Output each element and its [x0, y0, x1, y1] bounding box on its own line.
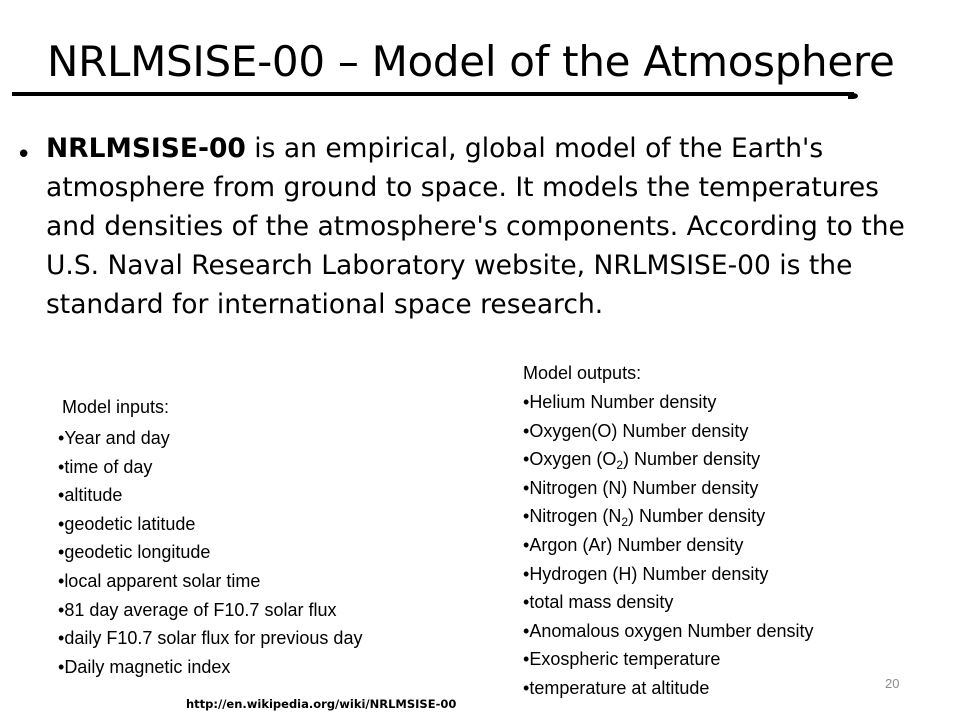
output-text: Oxygen(O) Number density: [529, 420, 749, 441]
model-output-item: [523, 474, 813, 503]
model-input-item: • altitude: [58, 481, 362, 510]
output-subscript: 2: [616, 458, 624, 473]
model-output-item: [523, 560, 813, 589]
model-output-item: [523, 388, 813, 417]
output-text: Nitrogen (N: [529, 506, 622, 527]
slide-title: NRLMSISE-00 – Model of the Atmosphere: [47, 37, 895, 86]
model-inputs-list: [58, 424, 362, 681]
model-name-bold: NRLMSISE-00: [46, 133, 246, 164]
model-description: is an empirical, global model of the Earth's atmosphere from ground to space. It models the temperatures and densities of the atmosphere's components. According to the U.S. Naval Research Laboratory website, NRLMSISE-00 is the standard for international space research.: [46, 133, 905, 320]
output-subscript: 2: [621, 515, 629, 530]
output-text: Anomalous oxygen Number density: [529, 620, 814, 641]
model-output-item: [523, 531, 813, 560]
output-text: total mass density: [529, 592, 674, 613]
model-input-item: • daily F10.7 solar flux for previous day: [58, 624, 362, 653]
model-output-item: [523, 445, 813, 474]
title-underline: [12, 92, 854, 96]
output-text: Oxygen (O: [529, 449, 617, 470]
model-outputs-list: [523, 388, 813, 703]
output-text: Hydrogen (H) Number density: [529, 563, 769, 584]
output-text-suffix: ) Number density: [623, 449, 761, 470]
model-input-item: • geodetic latitude: [58, 510, 362, 539]
model-output-item: [523, 674, 813, 703]
model-input-item: • local apparent solar time: [58, 567, 362, 596]
model-output-item: [523, 417, 813, 446]
output-text: Nitrogen (N) Number density: [529, 477, 759, 498]
model-input-item: • geodetic longitude: [58, 538, 362, 567]
model-output-item: [523, 502, 813, 531]
model-inputs-heading: Model inputs:: [62, 397, 170, 417]
model-output-item: [523, 617, 813, 646]
main-bullet-text: [46, 129, 926, 324]
output-text: Exospheric temperature: [529, 649, 721, 670]
model-input-item: • Daily magnetic index: [58, 653, 362, 682]
model-input-item: • 81 day average of F10.7 solar flux: [58, 596, 362, 625]
model-input-item: • Year and day: [58, 424, 362, 453]
source-link[interactable]: http://en.wikipedia.org/wiki/NRLMSISE-00: [186, 697, 457, 711]
model-outputs-heading: Model outputs:: [523, 363, 642, 383]
page-number: 20: [885, 676, 900, 691]
output-text: Helium Number density: [529, 392, 717, 412]
bullet-dot: •: [16, 140, 32, 170]
output-text-suffix: ) Number density: [628, 506, 766, 527]
model-output-item: [523, 645, 813, 674]
title-underline-end: [848, 93, 858, 99]
model-output-item: [523, 588, 813, 617]
model-input-item: • time of day: [58, 453, 362, 482]
output-text: Argon (Ar) Number density: [529, 534, 744, 555]
output-text: temperature at altitude: [529, 677, 710, 698]
